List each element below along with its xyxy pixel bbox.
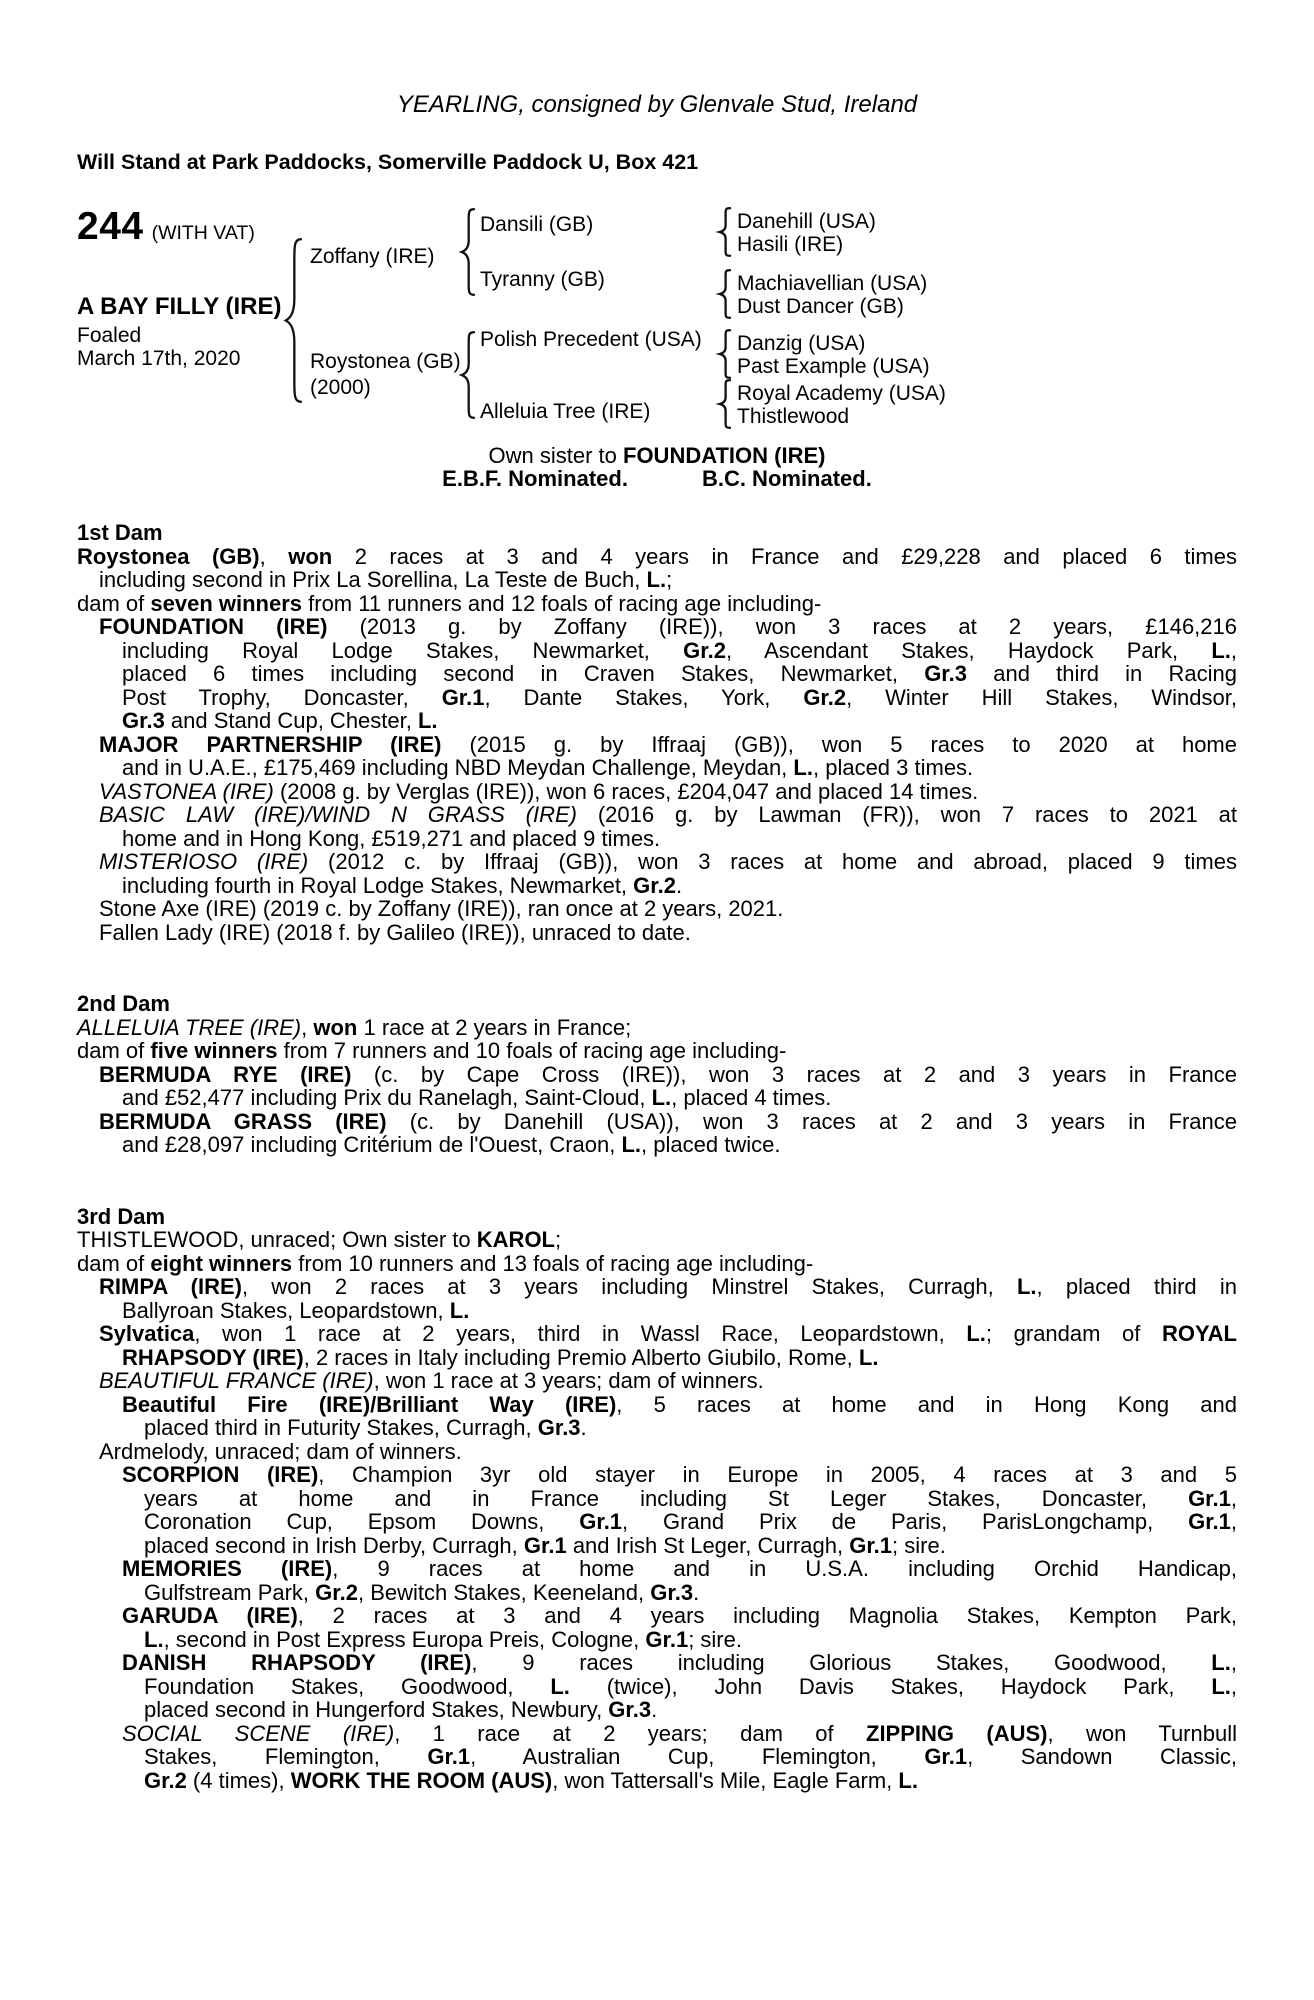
- text-segment: including fourth in Royal Lodge Stakes, Newmarket,: [122, 872, 634, 898]
- text-line: [77, 1110, 1237, 1134]
- text-line: [77, 756, 1237, 780]
- text-segment: placed third in Futurity Stakes, Curragh,: [144, 1415, 538, 1440]
- text-segment: , Sandown Classic,: [967, 1744, 1237, 1769]
- text-segment: Stone Axe (IRE) (2019 c. by Zoffany (IRE)), ran once at 2 years, 2021.: [99, 896, 784, 921]
- text-segment: including second in Prix La Sorellina, La Teste de Buch,: [99, 567, 647, 592]
- text-segment: , won 1 race at 3 years; dam of winners.: [373, 1368, 764, 1393]
- text-segment: and £28,097 including Critérium de l'Ouest, Craon,: [122, 1132, 622, 1157]
- text-segment: DANISH RHAPSODY (IRE): [122, 1650, 472, 1675]
- pedigree-brace-gg1: [719, 207, 731, 257]
- text-segment: Gr.2: [803, 684, 847, 710]
- text-segment: from 10 runners and 13 foals of racing age including-: [292, 1250, 814, 1276]
- pedigree-brace-main: [285, 238, 302, 403]
- text-segment: .: [651, 1697, 658, 1722]
- catalogue-paragraph: [77, 850, 1237, 897]
- text-segment: Stakes, Flemington,: [144, 1744, 428, 1769]
- text-segment: (4 times),: [186, 1767, 291, 1793]
- text-line: [77, 686, 1237, 710]
- text-segment: Ballyroan Stakes, Leopardstown,: [122, 1297, 450, 1323]
- text-segment: , second in Post Express Europa Preis, Cologne,: [163, 1626, 646, 1652]
- catalogue-paragraph: [77, 1039, 1237, 1063]
- text-segment: ZIPPING (AUS): [866, 1720, 1048, 1746]
- consignor-line: YEARLING, consigned by Glenvale Stud, Ireland: [396, 91, 918, 118]
- text-segment: Gr.3: [608, 1697, 652, 1722]
- text-line: [77, 1275, 1237, 1299]
- text-segment: , Champion 3yr old stayer in Europe in 2005, 4 races at 3 and 5: [318, 1462, 1237, 1487]
- dam-name: Roystonea (GB): [310, 350, 461, 373]
- great-grandparent-pair-2: [737, 272, 927, 318]
- stand-location-line: Will Stand at Park Paddocks, Somerville Paddock U, Box 421: [77, 150, 699, 174]
- catalogue-paragraph: [77, 1604, 1237, 1651]
- text-segment: ;: [555, 1227, 562, 1252]
- foaled-date: March 17th, 2020: [77, 347, 241, 370]
- great-grandparent-name: Past Example (USA): [737, 355, 930, 378]
- sire-name: Zoffany (IRE): [310, 245, 435, 268]
- text-segment: L.: [1211, 637, 1231, 663]
- text-line: [77, 1487, 1237, 1511]
- text-line: [77, 1722, 1237, 1746]
- text-segment: SOCIAL SCENE (IRE): [122, 1720, 395, 1746]
- text-segment: placed 6 times including second in Craven Stakes, Newmarket,: [122, 661, 925, 686]
- text-line: [77, 1745, 1237, 1769]
- text-segment: Gr.2: [144, 1767, 187, 1793]
- text-line: [77, 709, 1237, 733]
- text-segment: seven winners: [150, 590, 303, 616]
- text-segment: Ardmelody, unraced; dam of winners.: [99, 1438, 462, 1464]
- text-segment: , 9 races including Glorious Stakes, Goodwood,: [471, 1650, 1212, 1675]
- text-segment: years at home and in France including St Leger Stakes, Doncaster,: [144, 1485, 1189, 1511]
- text-segment: Gr.1: [849, 1532, 893, 1558]
- sire-sire-name: Dansili (GB): [480, 213, 594, 236]
- text-segment: L.: [651, 1085, 672, 1110]
- text-segment: , won 2 races at 3 years including Minstrel Stakes, Curragh,: [241, 1274, 1017, 1299]
- text-segment: L.: [1211, 1650, 1231, 1675]
- text-segment: Gr.1: [427, 1744, 471, 1769]
- text-line: [77, 1393, 1237, 1417]
- text-segment: Beautiful Fire (IRE)/Brilliant Way (IRE): [122, 1391, 617, 1417]
- text-line: [77, 1651, 1237, 1675]
- text-segment: ;: [666, 567, 673, 592]
- sire-dam-name: Tyranny (GB): [480, 268, 605, 291]
- text-segment: Foundation Stakes, Goodwood,: [144, 1673, 551, 1699]
- text-segment: home and in Hong Kong, £519,271 and placed 9 times.: [122, 825, 661, 851]
- catalogue-paragraph: [77, 1322, 1237, 1369]
- nominations-line: [77, 467, 1237, 490]
- text-line: [77, 1557, 1237, 1581]
- great-grandparent-pair-4: [737, 382, 946, 428]
- section-heading: 1st Dam: [77, 520, 163, 545]
- text-segment: L.: [858, 1344, 879, 1370]
- text-line: [77, 874, 1237, 898]
- text-line: [77, 921, 1237, 945]
- catalogue-paragraph: [77, 1722, 1237, 1793]
- catalogue-paragraph: [77, 1228, 1237, 1252]
- text-segment: Gr.1: [645, 1626, 689, 1652]
- section-heading: 3rd Dam: [77, 1203, 166, 1229]
- text-segment: , 2 races at 3 and 4 years including Magnolia Stakes, Kempton Park,: [297, 1603, 1237, 1628]
- text-segment: L.: [1016, 1274, 1037, 1299]
- text-segment: 2 races at 3 and 4 years in France and £29,228 and placed 6 times: [332, 543, 1237, 569]
- catalogue-paragraph: [77, 1651, 1237, 1722]
- text-segment: KAROL: [476, 1227, 555, 1252]
- text-line: [77, 897, 1237, 921]
- catalogue-paragraph: [77, 1369, 1237, 1393]
- text-segment: L.: [550, 1673, 570, 1699]
- text-segment: L.: [449, 1297, 470, 1323]
- text-segment: Gr.3: [650, 1579, 694, 1605]
- text-segment: , Bewitch Stakes, Keeneland,: [357, 1579, 651, 1605]
- great-grandparent-name: Dust Dancer (GB): [737, 295, 904, 318]
- text-segment: MEMORIES (IRE): [122, 1556, 333, 1581]
- text-segment: and Irish St Leger, Curragh,: [566, 1532, 850, 1558]
- text-segment: , Dante Stakes, York,: [484, 684, 804, 710]
- text-segment: dam of: [77, 590, 151, 616]
- text-segment: ,: [1230, 1485, 1237, 1511]
- catalogue-paragraph: [77, 1252, 1237, 1276]
- text-segment: including Royal Lodge Stakes, Newmarket,: [122, 637, 684, 663]
- text-segment: Roystonea (GB): [77, 543, 260, 569]
- text-line: [77, 1698, 1237, 1722]
- text-line: [77, 1416, 1237, 1440]
- text-segment: , won Tattersall's Mile, Eagle Farm,: [552, 1767, 899, 1793]
- text-segment: VASTONEA (IRE): [99, 778, 274, 804]
- text-segment: won: [288, 543, 333, 569]
- pedigree-brace-gg3: [719, 329, 731, 379]
- vat-note: (WITH VAT): [151, 222, 255, 244]
- lot-number: 244: [77, 205, 144, 248]
- text-segment: L.: [621, 1132, 642, 1157]
- text-segment: , placed twice.: [641, 1132, 781, 1157]
- text-segment: 1 race at 2 years in France;: [357, 1014, 632, 1040]
- catalogue-paragraph: [77, 1016, 1237, 1040]
- text-segment: ROYAL: [1162, 1321, 1237, 1346]
- text-segment: (2008 g. by Verglas (IRE)), won 6 races, £204,047 and placed 14 times.: [273, 778, 979, 804]
- text-segment: L.: [144, 1626, 164, 1652]
- catalogue-paragraph: [77, 1393, 1237, 1440]
- text-segment: Sylvatica: [99, 1321, 195, 1346]
- catalogue-paragraph: [77, 1063, 1237, 1110]
- text-segment: GARUDA (IRE): [122, 1603, 298, 1628]
- text-line: [77, 568, 1237, 592]
- own-sister-prefix: Own sister to: [488, 443, 623, 468]
- text-segment: Gulfstream Park,: [144, 1579, 316, 1605]
- text-segment: ; grandam of: [985, 1321, 1163, 1346]
- text-line: [77, 639, 1237, 663]
- catalogue-paragraph: [77, 897, 1237, 921]
- text-segment: and in U.A.E., £175,469 including NBD Meydan Challenge, Meydan,: [122, 755, 794, 780]
- text-segment: Coronation Cup, Epsom Downs,: [144, 1509, 580, 1534]
- text-segment: ,: [1230, 1509, 1238, 1534]
- text-segment: ,: [1230, 1673, 1237, 1699]
- own-sister-name: FOUNDATION (IRE): [623, 443, 826, 468]
- text-segment: .: [675, 872, 683, 898]
- ebf-nomination: E.B.F. Nominated.: [442, 466, 628, 491]
- own-sister-note: [77, 444, 1237, 467]
- text-line: [77, 1346, 1237, 1370]
- text-line: [77, 1322, 1237, 1346]
- text-line: [77, 1228, 1237, 1252]
- text-segment: (2013 g. by Zoffany (IRE)), won 3 races at 2 years, £146,216: [327, 614, 1238, 639]
- text-line: [77, 1133, 1237, 1157]
- text-line: [77, 1510, 1237, 1534]
- great-grandparent-name: Danzig (USA): [737, 332, 866, 355]
- text-segment: and third in Racing: [967, 661, 1237, 686]
- great-grandparent-pair-3: [737, 332, 930, 378]
- text-segment: WORK THE ROOM (AUS): [290, 1767, 553, 1793]
- text-segment: Post Trophy, Doncaster,: [122, 684, 442, 710]
- text-segment: , won Turnbull: [1047, 1720, 1237, 1746]
- text-line: [77, 1299, 1237, 1323]
- text-segment: Gr.2: [683, 637, 726, 663]
- text-line: [77, 803, 1237, 827]
- lot-line: [77, 205, 255, 248]
- text-line: [77, 780, 1237, 804]
- text-segment: L.: [898, 1767, 918, 1793]
- dam-year: (2000): [310, 376, 371, 399]
- text-line: [77, 1534, 1237, 1558]
- text-segment: FOUNDATION (IRE): [99, 614, 328, 639]
- text-segment: , Winter Hill Stakes, Windsor,: [846, 684, 1237, 710]
- text-segment: Gr.2: [633, 872, 676, 898]
- text-segment: placed second in Hungerford Stakes, Newbury,: [144, 1697, 609, 1722]
- text-line: [77, 1063, 1237, 1087]
- text-segment: (c. by Danehill (USA)), won 3 races at 2 and 3 years in France: [386, 1108, 1237, 1134]
- text-segment: RHAPSODY (IRE): [122, 1344, 304, 1370]
- text-segment: RIMPA (IRE): [99, 1274, 242, 1299]
- great-grandparent-name: Danehill (USA): [737, 210, 876, 233]
- text-segment: five winners: [150, 1038, 278, 1063]
- text-line: [77, 1628, 1237, 1652]
- text-line: [77, 1016, 1237, 1040]
- text-line: [77, 1039, 1237, 1063]
- text-segment: , 1 race at 2 years; dam of: [394, 1720, 866, 1746]
- text-segment: BEAUTIFUL FRANCE (IRE): [99, 1368, 374, 1393]
- text-segment: Gr.1: [441, 684, 485, 710]
- text-segment: Gr.1: [1188, 1509, 1231, 1534]
- text-line: [77, 1769, 1237, 1793]
- text-segment: , 5 races at home and in Hong Kong and: [616, 1391, 1238, 1417]
- text-segment: , won 1 race at 2 years, third in Wassl Race, Leopardstown,: [194, 1321, 967, 1346]
- bc-nomination: B.C. Nominated.: [701, 466, 872, 491]
- text-segment: , 2 races in Italy including Premio Alberto Giubilo, Rome,: [303, 1344, 859, 1370]
- text-segment: Gr.1: [523, 1532, 567, 1558]
- text-segment: Gr.3: [924, 661, 967, 686]
- text-segment: Gr.3: [537, 1415, 581, 1440]
- great-grandparent-name: Thistlewood: [737, 405, 850, 428]
- text-line: [77, 1369, 1237, 1393]
- text-segment: L.: [1211, 1673, 1231, 1699]
- foaled-label: Foaled: [77, 324, 142, 347]
- text-segment: SCORPION (IRE): [122, 1462, 319, 1487]
- text-segment: from 7 runners and 10 foals of racing age including-: [277, 1038, 787, 1063]
- text-line: [77, 850, 1237, 874]
- text-segment: THISTLEWOOD, unraced; Own sister to: [77, 1227, 477, 1252]
- text-segment: L.: [417, 708, 438, 733]
- text-segment: ,: [1230, 637, 1237, 663]
- catalogue-paragraph: [77, 803, 1237, 850]
- text-segment: , Australian Cup, Flemington,: [470, 1744, 925, 1769]
- catalogue-paragraph: [77, 733, 1237, 780]
- great-grandparent-name: Royal Academy (USA): [737, 382, 946, 405]
- text-segment: from 11 runners and 12 foals of racing age including-: [302, 590, 822, 616]
- pedigree-brace-sire: [461, 208, 475, 296]
- text-segment: (c. by Cape Cross (IRE)), won 3 races at 2 and 3 years in France: [351, 1061, 1237, 1087]
- text-segment: Gr.1: [1188, 1485, 1231, 1511]
- text-segment: BERMUDA RYE (IRE): [99, 1061, 352, 1087]
- text-segment: , placed 3 times.: [812, 755, 974, 780]
- text-segment: Gr.1: [924, 1744, 968, 1769]
- catalogue-paragraph: [77, 545, 1237, 592]
- text-segment: L.: [793, 755, 813, 780]
- text-segment: eight winners: [150, 1250, 293, 1276]
- text-segment: ,: [259, 543, 289, 569]
- text-segment: , Grand Prix de Paris, ParisLongchamp,: [622, 1509, 1189, 1534]
- text-line: [77, 1463, 1237, 1487]
- pedigree-tree: [77, 200, 1237, 430]
- text-segment: MISTERIOSO (IRE): [99, 849, 309, 874]
- text-line: [77, 1675, 1237, 1699]
- catalogue-sections: [77, 521, 1237, 1792]
- great-grandparent-name: Hasili (IRE): [737, 233, 844, 256]
- text-segment: placed second in Irish Derby, Curragh,: [144, 1532, 524, 1558]
- text-segment: .: [693, 1579, 700, 1605]
- text-segment: and Stand Cup, Chester,: [164, 708, 418, 733]
- catalogue-paragraph: [77, 1440, 1237, 1464]
- text-segment: Gr.2: [315, 1579, 358, 1605]
- text-segment: BERMUDA GRASS (IRE): [99, 1108, 387, 1134]
- dam-sire-name: Polish Precedent (USA): [480, 328, 702, 351]
- text-segment: (2012 c. by Iffraaj (GB)), won 3 races at home and abroad, placed 9 times: [308, 849, 1237, 874]
- text-segment: and £52,477 including Prix du Ranelagh, Saint-Cloud,: [122, 1085, 652, 1110]
- text-segment: ,: [1230, 1650, 1237, 1675]
- great-grandparent-name: Machiavellian (USA): [737, 272, 928, 295]
- catalogue-paragraph: [77, 615, 1237, 733]
- text-segment: ; sire.: [892, 1532, 946, 1558]
- text-segment: BASIC LAW (IRE)/WIND N GRASS (IRE): [99, 802, 577, 827]
- text-segment: MAJOR PARTNERSHIP (IRE): [99, 731, 442, 757]
- text-segment: ,: [301, 1014, 314, 1040]
- text-segment: dam of: [77, 1038, 151, 1063]
- text-line: [77, 592, 1237, 616]
- text-segment: ; sire.: [688, 1626, 742, 1652]
- text-segment: Gr.1: [579, 1509, 623, 1534]
- text-segment: , Ascendant Stakes, Haydock Park,: [725, 637, 1212, 663]
- horse-description: A BAY FILLY (IRE): [77, 293, 282, 320]
- text-line: [77, 1581, 1237, 1605]
- catalogue-paragraph: [77, 592, 1237, 616]
- dam-dam-name: Alleluia Tree (IRE): [480, 400, 651, 423]
- catalogue-paragraph: [77, 1463, 1237, 1557]
- text-segment: dam of: [77, 1250, 151, 1276]
- text-segment: Gr.3: [122, 708, 165, 733]
- text-line: [77, 615, 1237, 639]
- text-segment: (2015 g. by Iffraaj (GB)), won 5 races to 2020 at home: [441, 731, 1237, 757]
- text-segment: , placed third in: [1036, 1274, 1237, 1299]
- text-segment: (2016 g. by Lawman (FR)), won 7 races to 2021 at: [576, 802, 1238, 827]
- text-segment: (twice), John Davis Stakes, Haydock Park,: [569, 1673, 1212, 1699]
- text-segment: ALLELUIA TREE (IRE): [77, 1014, 302, 1040]
- text-segment: , placed 4 times.: [671, 1085, 832, 1110]
- text-line: [77, 545, 1237, 569]
- pedigree-brace-dam: [461, 331, 475, 419]
- text-line: [77, 662, 1237, 686]
- catalogue-paragraph: [77, 1110, 1237, 1157]
- text-segment: Fallen Lady (IRE) (2018 f. by Galileo (IRE)), unraced to date.: [99, 919, 691, 945]
- text-line: [77, 1252, 1237, 1276]
- text-segment: won: [313, 1014, 358, 1040]
- catalogue-paragraph: [77, 780, 1237, 804]
- text-line: [77, 733, 1237, 757]
- text-segment: , 9 races at home and in U.S.A. including Orchid Handicap,: [332, 1556, 1237, 1581]
- text-line: [77, 1604, 1237, 1628]
- text-segment: L.: [966, 1321, 986, 1346]
- catalogue-paragraph: [77, 1275, 1237, 1322]
- great-grandparent-pair-1: [737, 210, 876, 256]
- text-segment: .: [580, 1415, 587, 1440]
- text-segment: L.: [646, 567, 667, 592]
- text-line: [77, 1086, 1237, 1110]
- pedigree-brace-gg4: [719, 379, 731, 429]
- catalogue-paragraph: [77, 1557, 1237, 1604]
- section-heading: 2nd Dam: [77, 991, 170, 1016]
- pedigree-brace-gg2: [719, 269, 731, 319]
- catalogue-paragraph: [77, 921, 1237, 945]
- text-line: [77, 827, 1237, 851]
- text-line: [77, 1440, 1237, 1464]
